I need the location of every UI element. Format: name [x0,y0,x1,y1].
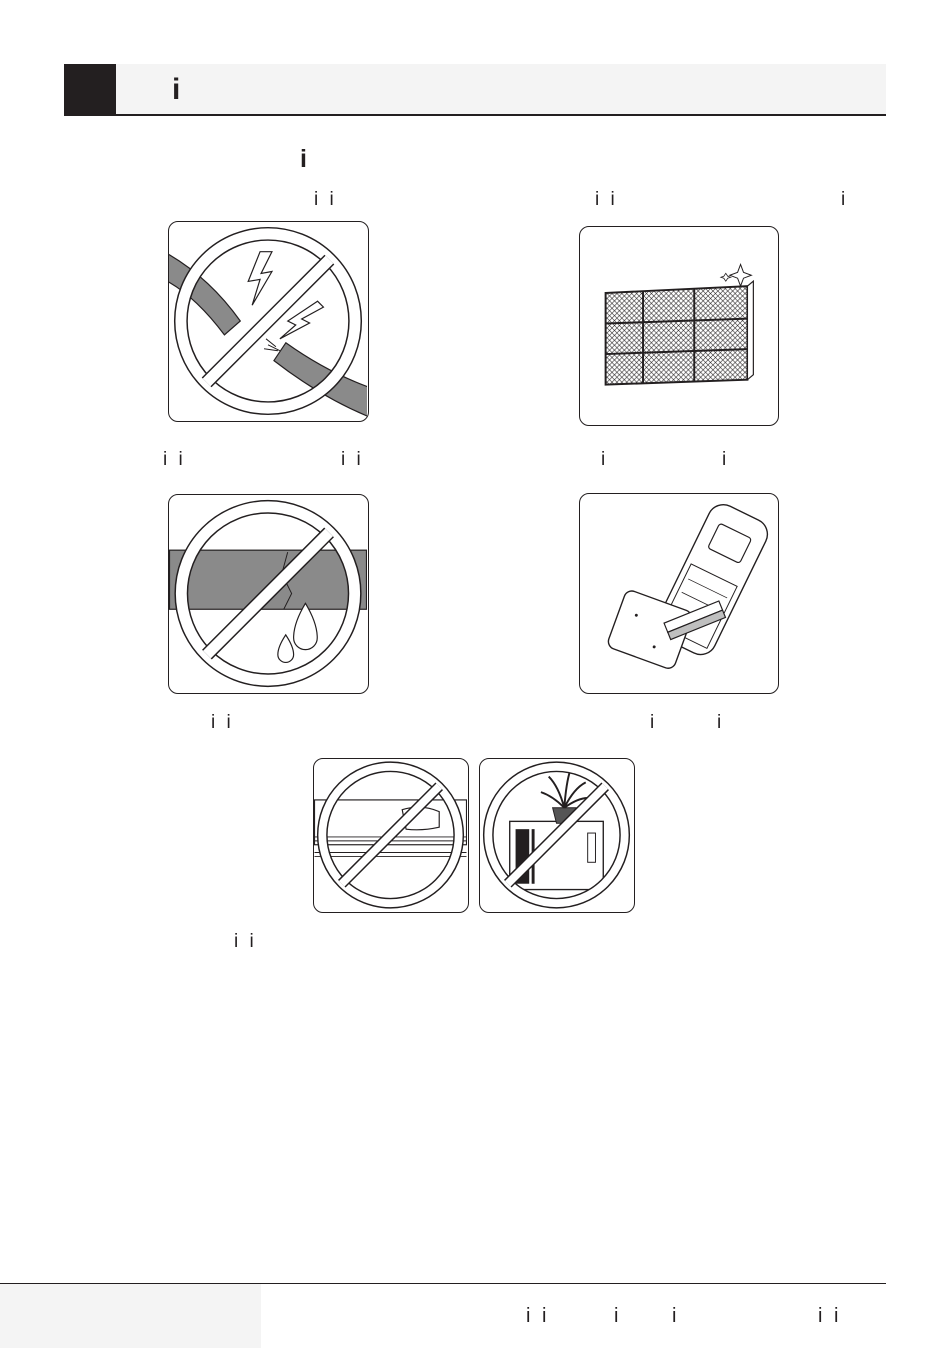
caption-leaking-pipe-a: i i [163,449,186,470]
caption-units-clearance: i i [234,931,257,952]
footer-text-3: i [672,1305,680,1327]
illustration-damaged-cable [168,221,369,422]
caption-filter-top-right: i [841,189,849,210]
illustration-air-filter [579,226,779,426]
section-heading: i [300,145,307,173]
illustration-outdoor-unit-plant [479,758,635,913]
footer-text-1: i i [526,1305,550,1327]
illustration-remote-battery [579,493,779,694]
footer-text-2: i [614,1305,622,1327]
illustration-leaking-pipe [168,494,369,694]
caption-leaking-pipe-b: i i [341,449,364,470]
caption-obstruction: i i [211,712,234,733]
caption-filter-top: i i [595,189,618,210]
caption-right-a: i [650,712,658,733]
caption-remote-b: i [722,449,730,470]
caption-right-b: i [717,712,725,733]
header-marker-block [64,64,116,116]
caption-damaged-cable-top: i i [314,189,337,210]
illustration-indoor-unit-covered [313,758,469,913]
page-title: i [172,73,181,106]
caption-remote-a: i [601,449,609,470]
header-bar [64,64,886,116]
footer-panel [0,1284,261,1348]
footer-text-4: i i [818,1305,842,1327]
